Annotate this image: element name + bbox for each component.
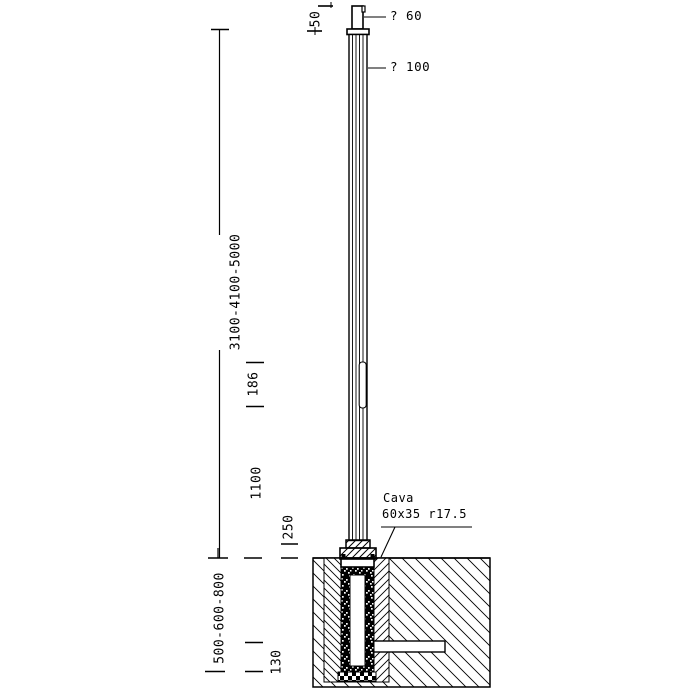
pole-tip [352, 6, 363, 29]
label-tip-diameter: ? 60 [390, 8, 423, 23]
leader-cava [381, 527, 395, 557]
pole-base-flange-upper [346, 540, 370, 548]
pole [340, 6, 376, 559]
pole-cavity [350, 575, 365, 666]
flange-bolt-left [342, 554, 346, 558]
foundation-block [313, 558, 490, 687]
cable-conduit [372, 641, 445, 652]
gravel-course [338, 672, 376, 681]
label-cava: Cava [383, 491, 414, 505]
pole-top-collar [347, 29, 369, 35]
dim-base-section: 250 [281, 514, 297, 540]
label-cava-size: 60x35 r17.5 [382, 507, 467, 521]
label-shaft-diameter: ? 100 [390, 59, 431, 74]
dim-lower-shaft: 1100 [249, 466, 265, 500]
leader-lines [364, 17, 472, 557]
dim-pole-height: 3100-4100-5000 [228, 233, 244, 351]
inspection-door [359, 362, 366, 408]
pole-shaft [349, 35, 367, 541]
dim-foundation-depth: 500-600-800 [212, 572, 228, 664]
dim-tip-height: 50 [308, 10, 324, 28]
grout-sleeve [338, 558, 376, 681]
pole-tip-step [362, 6, 365, 12]
dim-door-height: 186 [246, 371, 262, 397]
flange-bolt-right [371, 554, 375, 558]
dim-conduit-offset: 130 [269, 649, 285, 675]
